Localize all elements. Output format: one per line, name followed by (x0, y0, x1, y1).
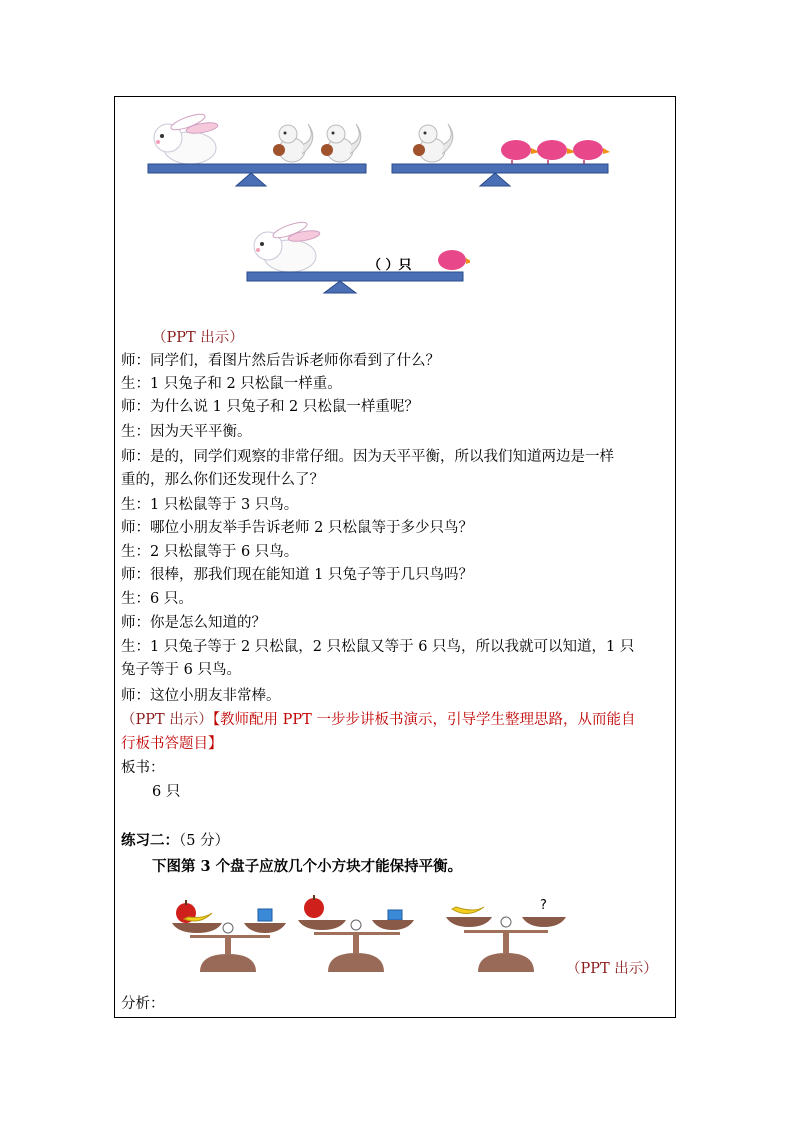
bird-icon (438, 250, 470, 270)
ppt-show-label: （PPT 出示） (121, 712, 213, 728)
dialogue-line: 师：你是怎么知道的？ (121, 615, 266, 631)
dialogue-line: 师：为什么说 1 只兔子和 2 只松鼠一样重呢？ (121, 399, 419, 415)
balance-scale-3 (444, 893, 568, 975)
cube-icon (258, 909, 272, 921)
exercise-2-question: 下图第 3 个盘子应放几个小方块才能保持平衡。 (152, 858, 463, 875)
ppt-show-label: （PPT 出示） (566, 961, 658, 977)
dialogue-line: 师：同学们，看图片然后告诉老师你看到了什么？ (121, 353, 440, 369)
exercise-2-heading (121, 829, 673, 853)
apple-icon (304, 895, 324, 918)
squirrel-icon (273, 124, 313, 162)
cube-icon (388, 910, 402, 920)
seesaw-rabbit-birds (240, 210, 470, 298)
dialogue-line: 重的，那么你们还发现什么了？ (121, 472, 324, 488)
unknown-quantity-mark: ? (540, 898, 547, 913)
squirrel-icon (413, 124, 453, 162)
teacher-note-text: 【教师配用 PPT 一步步讲板书演示，引导学生整理思路，从而能自 (212, 712, 636, 728)
exercise-2-time: （5 分） (179, 833, 230, 849)
teacher-note-text: 行板书答题目】 (121, 736, 223, 752)
dialogue-line: 师：这位小朋友非常棒。 (121, 688, 281, 704)
dialogue-line: 师：哪位小朋友举手告诉老师 2 只松鼠等于多少只鸟？ (121, 520, 473, 536)
dialogue-line: 生：6 只。 (121, 591, 193, 607)
dialogue-line: 生：1 只兔子等于 2 只松鼠，2 只松鼠又等于 6 只鸟，所以我就可以知道，1 只 (121, 639, 635, 655)
ppt-show-label: （PPT 出示） (152, 330, 244, 346)
seesaw-rabbit-squirrels (140, 110, 375, 190)
board-label: 板书： (121, 760, 165, 776)
squirrel-icon (321, 124, 361, 162)
analysis-label: 分析： (121, 996, 165, 1012)
dialogue-line: 师：是的，同学们观察的非常仔细。因为天平平衡，所以我们知道两边是一样 (121, 449, 614, 465)
rabbit-icon (154, 111, 219, 164)
unknown-bird-count-label: （ ）只 (368, 258, 412, 273)
bird-icon (501, 140, 540, 164)
bird-icon (537, 140, 576, 164)
dialogue-line: 生：1 只松鼠等于 3 只鸟。 (121, 497, 299, 513)
dialogue-line: 生：2 只松鼠等于 6 只鸟。 (121, 544, 299, 560)
dialogue-line: 兔子等于 6 只鸟。 (121, 662, 241, 678)
seesaw-squirrel-birds (388, 110, 613, 190)
exercise-2-title: 练习二： (121, 832, 179, 849)
rabbit-icon (254, 219, 321, 272)
teacher-note (121, 709, 673, 732)
bird-icon (573, 140, 610, 164)
banana-icon (452, 907, 484, 914)
dialogue-line: 师：很棒，那我们现在能知道 1 只兔子等于几只鸟吗？ (121, 567, 473, 583)
board-answer: 6 只 (152, 784, 181, 800)
balance-scale-2 (296, 892, 416, 975)
balance-scale-1 (170, 895, 288, 975)
dialogue-line: 生：1 只兔子和 2 只松鼠一样重。 (121, 376, 342, 392)
dialogue-line: 生：因为天平平衡。 (121, 424, 252, 440)
